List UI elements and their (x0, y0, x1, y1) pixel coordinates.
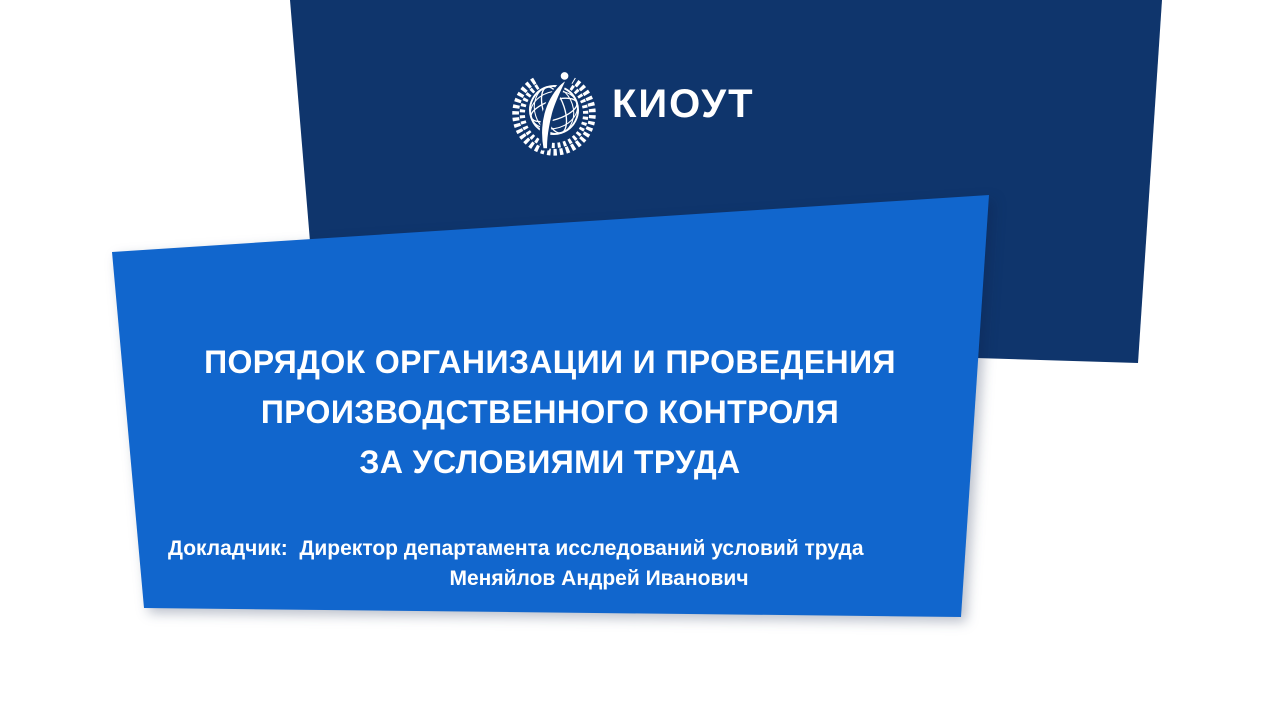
slide-title-line-3: ЗА УСЛОВИЯМИ ТРУДА (359, 444, 741, 480)
speaker-role-line: Докладчик: Директор департамента исследований условий труда (168, 537, 864, 560)
slide-title-line-1: ПОРЯДОК ОРГАНИЗАЦИИ И ПРОВЕДЕНИЯ (204, 344, 896, 380)
slide-title-line-2: ПРОИЗВОДСТВЕННОГО КОНТРОЛЯ (260, 394, 840, 430)
slide-title (204, 337, 896, 487)
speaker-name-line: Меняйлов Андрей Иванович (449, 567, 749, 590)
org-name: КИОУТ (612, 82, 755, 126)
